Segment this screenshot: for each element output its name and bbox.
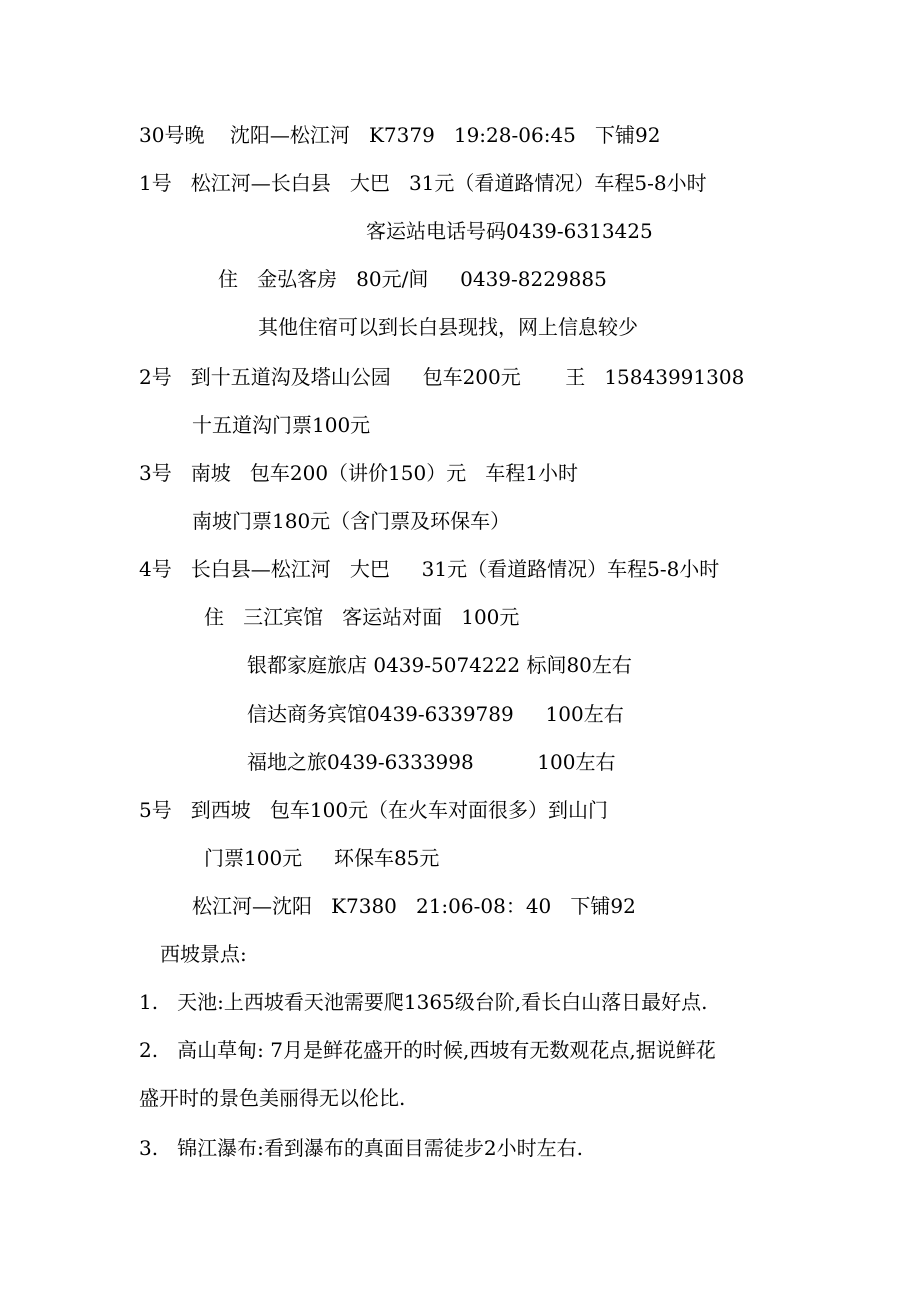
day3-ticket: 南坡门票180元（含门票及环保车） — [192, 509, 511, 533]
day2-ticket: 十五道沟门票100元 — [192, 413, 371, 437]
day1-lodging-note: 其他住宿可以到长白县现找，网上信息较少 — [258, 315, 638, 339]
west-slope-heading: 西坡景点: — [160, 942, 247, 966]
attraction-item-3: 3. 锦江瀑布:看到瀑布的真面目需徒步2小时左右. — [139, 1136, 583, 1160]
itinerary-day1-bus: 1号 松江河—长白县 大巴 31元（看道路情况）车程5-8小时 — [139, 171, 707, 195]
attraction-item-2-cont: 盛开时的景色美丽得无以伦比. — [139, 1086, 406, 1110]
attraction-item-2: 2. 高山草甸: 7月是鲜花盛开的时候,西坡有无数观花点,据说鲜花 — [139, 1038, 716, 1062]
itinerary-day5: 5号 到西坡 包车100元（在火车对面很多）到山门 — [139, 798, 609, 822]
itinerary-day3: 3号 南坡 包车200（讲价150）元 车程1小时 — [139, 461, 579, 485]
itinerary-day30-train: 30号晚 沈阳—松江河 K7379 19:28-06:45 下铺92 — [139, 123, 661, 147]
day4-lodging-1: 住 三江宾馆 客运站对面 100元 — [204, 605, 520, 629]
itinerary-day4-bus: 4号 长白县—松江河 大巴 31元（看道路情况）车程5-8小时 — [139, 557, 720, 581]
day5-tickets: 门票100元 环保车85元 — [204, 846, 440, 870]
return-train: 松江河—沈阳 K7380 21:06-08：40 下铺92 — [192, 894, 636, 918]
day1-lodging: 住 金弘客房 80元/间 0439-8229885 — [218, 267, 607, 291]
day4-lodging-4: 福地之旅0439-6333998 100左右 — [247, 750, 616, 774]
itinerary-day2: 2号 到十五道沟及塔山公园 包车200元 王 15843991308 — [139, 365, 745, 389]
day4-lodging-2: 银都家庭旅店 0439-5074222 标间80左右 — [247, 653, 632, 677]
day4-lodging-3: 信达商务宾馆0439-6339789 100左右 — [247, 702, 624, 726]
bus-station-phone: 客运站电话号码0439-6313425 — [366, 219, 653, 243]
attraction-item-1: 1. 天池:上西坡看天池需要爬1365级台阶,看长白山落日最好点. — [139, 990, 708, 1014]
